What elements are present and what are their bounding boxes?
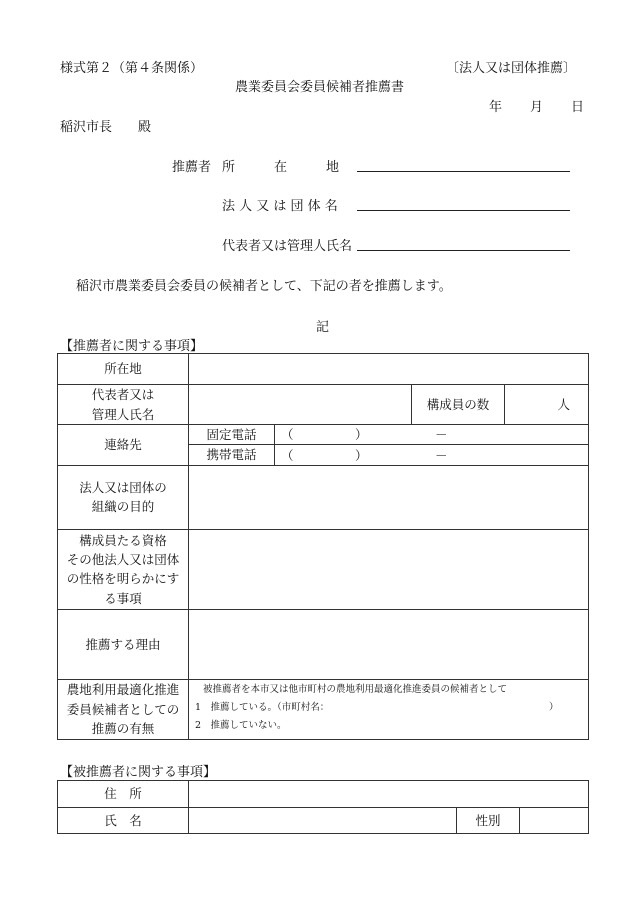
section2-heading: 【被推薦者に関する事項】 <box>60 765 217 780</box>
date-year-label: 年 <box>489 100 503 115</box>
recommender-table <box>57 353 589 740</box>
table-row <box>58 354 589 385</box>
purpose-value-cell[interactable] <box>189 465 589 529</box>
address-value-cell[interactable] <box>189 354 589 385</box>
addressee: 稲沢市長 殿 <box>60 120 152 135</box>
other-recommendation-value-cell[interactable] <box>189 679 589 739</box>
nature-value-cell[interactable] <box>189 529 589 609</box>
nominee-gender-value[interactable] <box>520 808 589 834</box>
reason-value-cell[interactable] <box>189 609 589 679</box>
other-recommendation-label-cell <box>58 679 189 739</box>
recommender-address-line[interactable] <box>357 171 570 172</box>
purpose-line1: 法人又は団体の <box>79 479 167 495</box>
other-line1: 農地利用最適化推進 <box>66 682 180 698</box>
mobile-value[interactable] <box>275 445 589 465</box>
rep-line1: 代表者又は <box>91 387 155 403</box>
other-line3: 推薦の有無 <box>91 720 155 736</box>
table-row <box>58 781 589 808</box>
table-row <box>58 808 589 834</box>
rep-name-label-cell <box>58 385 189 425</box>
statement-text: 稲沢市農業委員会委員の候補者として、下記の者を推薦します。 <box>76 279 452 294</box>
table-row <box>58 465 589 529</box>
members-count-value[interactable]: 人 <box>505 385 589 425</box>
nominee-gender-label: 性別 <box>457 808 520 834</box>
reason-label-cell: 推薦する理由 <box>58 609 189 679</box>
nature-line3: の性格を明らかにす <box>66 571 180 587</box>
mobile-label: 携帯電話 <box>189 445 275 465</box>
nature-line2: その他法人又は団体 <box>66 551 180 567</box>
other-option-2[interactable]: 2 推薦していない。 <box>195 719 287 731</box>
members-count-label: 構成員の数 <box>412 385 505 425</box>
nominee-name-value[interactable] <box>189 808 457 834</box>
date-month-label: 月 <box>530 100 544 115</box>
landline-dash: － <box>435 427 448 443</box>
nominee-address-value[interactable] <box>189 781 589 808</box>
nominee-name-label: 氏 名 <box>58 808 189 834</box>
landline-value[interactable] <box>275 425 589 445</box>
other-desc: 被推薦者を本市又は他市町村の農地利用最適化推進委員の候補者として <box>203 683 508 695</box>
nominee-table <box>57 780 589 834</box>
recommender-role-label: 推薦者 <box>172 160 212 175</box>
table-row <box>58 679 589 739</box>
nature-line1: 構成員たる資格 <box>79 532 167 548</box>
other-option-1[interactable]: 1 推薦している。（市町村名： <box>195 701 330 713</box>
address-label-cell: 所在地 <box>58 354 189 385</box>
nature-line4: る事項 <box>104 590 142 606</box>
landline-paren-open: （ <box>281 427 294 443</box>
landline-paren-close: ） <box>355 427 368 443</box>
org-name-label: 法 人 又 は 団 体 名 <box>222 199 338 214</box>
table-row <box>58 529 589 609</box>
table-row <box>58 425 589 445</box>
purpose-line2: 組織の目的 <box>91 499 155 515</box>
rep-name-value-cell[interactable] <box>189 385 412 425</box>
date-day-label: 日 <box>571 100 585 115</box>
rep-name-label: 代表者又は管理人氏名 <box>222 239 353 254</box>
page-title: 農業委員会委員候補者推薦書 <box>235 80 405 95</box>
table-row <box>58 385 589 425</box>
form-number: 様式第２（第４条関係） <box>60 61 204 76</box>
recommender-address-label: 所 在 地 <box>222 160 340 175</box>
nominee-address-label: 住 所 <box>58 781 189 808</box>
category-label: 〔法人又は団体推薦〕 <box>446 61 577 76</box>
mobile-paren-close: ） <box>355 447 368 463</box>
mobile-paren-open: （ <box>281 447 294 463</box>
section1-heading: 【推薦者に関する事項】 <box>60 339 204 354</box>
rep-line2: 管理人氏名 <box>91 406 155 422</box>
other-option-1-close: ） <box>549 701 559 713</box>
table-row <box>58 609 589 679</box>
mobile-dash: － <box>435 447 448 463</box>
landline-label: 固定電話 <box>189 425 275 445</box>
other-line2: 委員候補者としての <box>66 701 180 717</box>
purpose-label-cell <box>58 465 189 529</box>
nature-label-cell <box>58 529 189 609</box>
rep-name-line[interactable] <box>357 250 570 251</box>
ki-label: 記 <box>316 320 330 335</box>
contact-label-cell: 連絡先 <box>58 425 189 466</box>
org-name-line[interactable] <box>357 210 570 211</box>
